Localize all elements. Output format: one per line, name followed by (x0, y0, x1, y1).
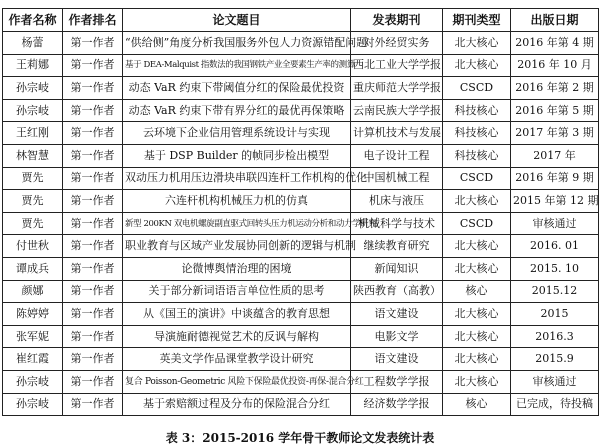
cell-rank: 第一作者 (63, 167, 123, 190)
cell-author: 颜娜 (3, 280, 63, 303)
cell-type: CSCD (443, 212, 511, 235)
cell-journal: 对外经贸实务 (351, 32, 443, 55)
cell-journal: 机械科学与技术 (351, 212, 443, 235)
cell-type: 科技核心 (443, 99, 511, 122)
cell-title: 动态 VaR 约束下带有界分红的最优再保策略 (123, 99, 351, 122)
cell-author: 林智慧 (3, 144, 63, 167)
header-row (3, 9, 599, 32)
cell-rank: 第一作者 (63, 190, 123, 213)
cell-author: 杨蕾 (3, 32, 63, 55)
cell-title: 基于 DEA-Malquist 指数法的我国钢铁产业全要素生产率的测算 (123, 54, 351, 77)
cell-type: CSCD (443, 167, 511, 190)
cell-journal: 继续教育研究 (351, 235, 443, 258)
cell-journal: 重庆师范大学学报 (351, 77, 443, 100)
cell-journal: 电影文学 (351, 325, 443, 348)
cell-rank: 第一作者 (63, 77, 123, 100)
cell-type: 北大核心 (443, 325, 511, 348)
cell-title: 关于部分新词语语言单位性质的思考 (123, 280, 351, 303)
cell-type: CSCD (443, 77, 511, 100)
cell-rank: 第一作者 (63, 32, 123, 55)
cell-date: 2015.12 (511, 280, 599, 303)
table-row (3, 348, 599, 371)
cell-title: 导演施耐德视觉艺术的反讽与解构 (123, 325, 351, 348)
cell-journal: 计算机技术与发展 (351, 122, 443, 145)
cell-journal: 云南民族大学学报 (351, 99, 443, 122)
header-rank: 作者排名 (63, 9, 123, 32)
table-row (3, 393, 599, 416)
cell-date: 2016 年第 2 期 (511, 77, 599, 100)
cell-journal: 中国机械工程 (351, 167, 443, 190)
cell-title: “供给侧”角度分析我国服务外包人力资源错配问题 (123, 32, 351, 55)
table-row (3, 167, 599, 190)
cell-date: 2016. 01 (511, 235, 599, 258)
cell-author: 孙宗岐 (3, 393, 63, 416)
cell-rank: 第一作者 (63, 257, 123, 280)
cell-date: 2016 年 10 月 (511, 54, 599, 77)
header-type: 期刊类型 (443, 9, 511, 32)
cell-type: 北大核心 (443, 32, 511, 55)
cell-title: 从《国王的演讲》中谈蕴含的教育思想 (123, 303, 351, 326)
cell-date: 2017 年第 3 期 (511, 122, 599, 145)
cell-rank: 第一作者 (63, 280, 123, 303)
cell-type: 北大核心 (443, 370, 511, 393)
cell-rank: 第一作者 (63, 325, 123, 348)
cell-type: 科技核心 (443, 122, 511, 145)
cell-title: 云环境下企业信用管理系统设计与实现 (123, 122, 351, 145)
table-row (3, 144, 599, 167)
cell-type: 北大核心 (443, 257, 511, 280)
cell-type: 核心 (443, 280, 511, 303)
table-row (3, 32, 599, 55)
table-caption: 表 3：2015-2016 学年骨干教师论文发表统计表 (165, 431, 435, 445)
cell-author: 孙宗岐 (3, 99, 63, 122)
cell-title: 双动压力机用压边滑块串联四连杆工作机构的优化 (123, 167, 351, 190)
cell-journal: 电子设计工程 (351, 144, 443, 167)
cell-title: 复合 Poisson-Geometric 风险下保险最优投资-再保-混合分红 (123, 370, 351, 393)
cell-rank: 第一作者 (63, 144, 123, 167)
cell-date: 2016 年第 9 期 (511, 167, 599, 190)
cell-author: 贾先 (3, 167, 63, 190)
cell-type: 科技核心 (443, 144, 511, 167)
cell-author: 谭成兵 (3, 257, 63, 280)
cell-type: 北大核心 (443, 348, 511, 371)
table-row (3, 54, 599, 77)
cell-journal: 新闻知识 (351, 257, 443, 280)
cell-title: 职业教育与区域产业发展协同创新的逻辑与机制 (123, 235, 351, 258)
cell-date: 2017 年 (511, 144, 599, 167)
cell-date: 已完成，待投稿 (511, 393, 599, 416)
cell-author: 陈婷婷 (3, 303, 63, 326)
cell-journal: 机床与液压 (351, 190, 443, 213)
cell-rank: 第一作者 (63, 122, 123, 145)
table-row (3, 325, 599, 348)
header-journal: 发表期刊 (351, 9, 443, 32)
cell-date: 2016 年第 5 期 (511, 99, 599, 122)
cell-author: 崔红霞 (3, 348, 63, 371)
cell-title: 基于 DSP Builder 的帧同步检出模型 (123, 144, 351, 167)
cell-author: 贾先 (3, 212, 63, 235)
cell-journal: 经济数学学报 (351, 393, 443, 416)
cell-rank: 第一作者 (63, 348, 123, 371)
cell-author: 付世秋 (3, 235, 63, 258)
cell-type: 北大核心 (443, 235, 511, 258)
header-author: 作者名称 (3, 9, 63, 32)
cell-rank: 第一作者 (63, 99, 123, 122)
cell-rank: 第一作者 (63, 212, 123, 235)
cell-date: 2016 年第 4 期 (511, 32, 599, 55)
table-row (3, 280, 599, 303)
cell-author: 孙宗岐 (3, 370, 63, 393)
table-row (3, 99, 599, 122)
cell-rank: 第一作者 (63, 303, 123, 326)
cell-author: 张军妮 (3, 325, 63, 348)
cell-date: 2015 年第 12 期 (511, 190, 599, 213)
table-row (3, 303, 599, 326)
cell-author: 王红刚 (3, 122, 63, 145)
cell-date: 2016.3 (511, 325, 599, 348)
cell-date: 审核通过 (511, 370, 599, 393)
cell-journal: 语文建设 (351, 303, 443, 326)
header-title: 论文题目 (123, 9, 351, 32)
cell-date: 2015 (511, 303, 599, 326)
cell-title: 论微博舆情治理的困境 (123, 257, 351, 280)
cell-author: 王莉娜 (3, 54, 63, 77)
cell-journal: 语文建设 (351, 348, 443, 371)
cell-date: 2015. 10 (511, 257, 599, 280)
cell-date: 2015.9 (511, 348, 599, 371)
cell-rank: 第一作者 (63, 54, 123, 77)
table-row (3, 77, 599, 100)
cell-type: 北大核心 (443, 190, 511, 213)
cell-type: 核心 (443, 393, 511, 416)
header-date: 出版日期 (511, 9, 599, 32)
cell-title: 六连杆机构机械压力机的仿真 (123, 190, 351, 213)
cell-title: 动态 VaR 约束下带阈值分红的保险最优投资 (123, 77, 351, 100)
table-row (3, 190, 599, 213)
cell-journal: 陕西教育（高教） (351, 280, 443, 303)
cell-author: 贾先 (3, 190, 63, 213)
table-row (3, 257, 599, 280)
cell-journal: 西北工业大学学报 (351, 54, 443, 77)
cell-type: 北大核心 (443, 303, 511, 326)
cell-author: 孙宗岐 (3, 77, 63, 100)
cell-rank: 第一作者 (63, 235, 123, 258)
cell-title: 英美文学作品课堂教学设计研究 (123, 348, 351, 371)
table-row (3, 212, 599, 235)
cell-date: 审核通过 (511, 212, 599, 235)
cell-rank: 第一作者 (63, 370, 123, 393)
paper-table (2, 8, 599, 416)
cell-title: 新型 200KN 双电机螺旋副直驱式回转头压力机运动分析和动力学研究 (123, 212, 351, 235)
cell-rank: 第一作者 (63, 393, 123, 416)
cell-type: 北大核心 (443, 54, 511, 77)
cell-title: 基于索赔额过程及分布的保险混合分红 (123, 393, 351, 416)
paper-table-wrapper (2, 8, 598, 416)
table-row (3, 370, 599, 393)
table-row (3, 235, 599, 258)
table-row (3, 122, 599, 145)
cell-journal: 工程数学学报 (351, 370, 443, 393)
